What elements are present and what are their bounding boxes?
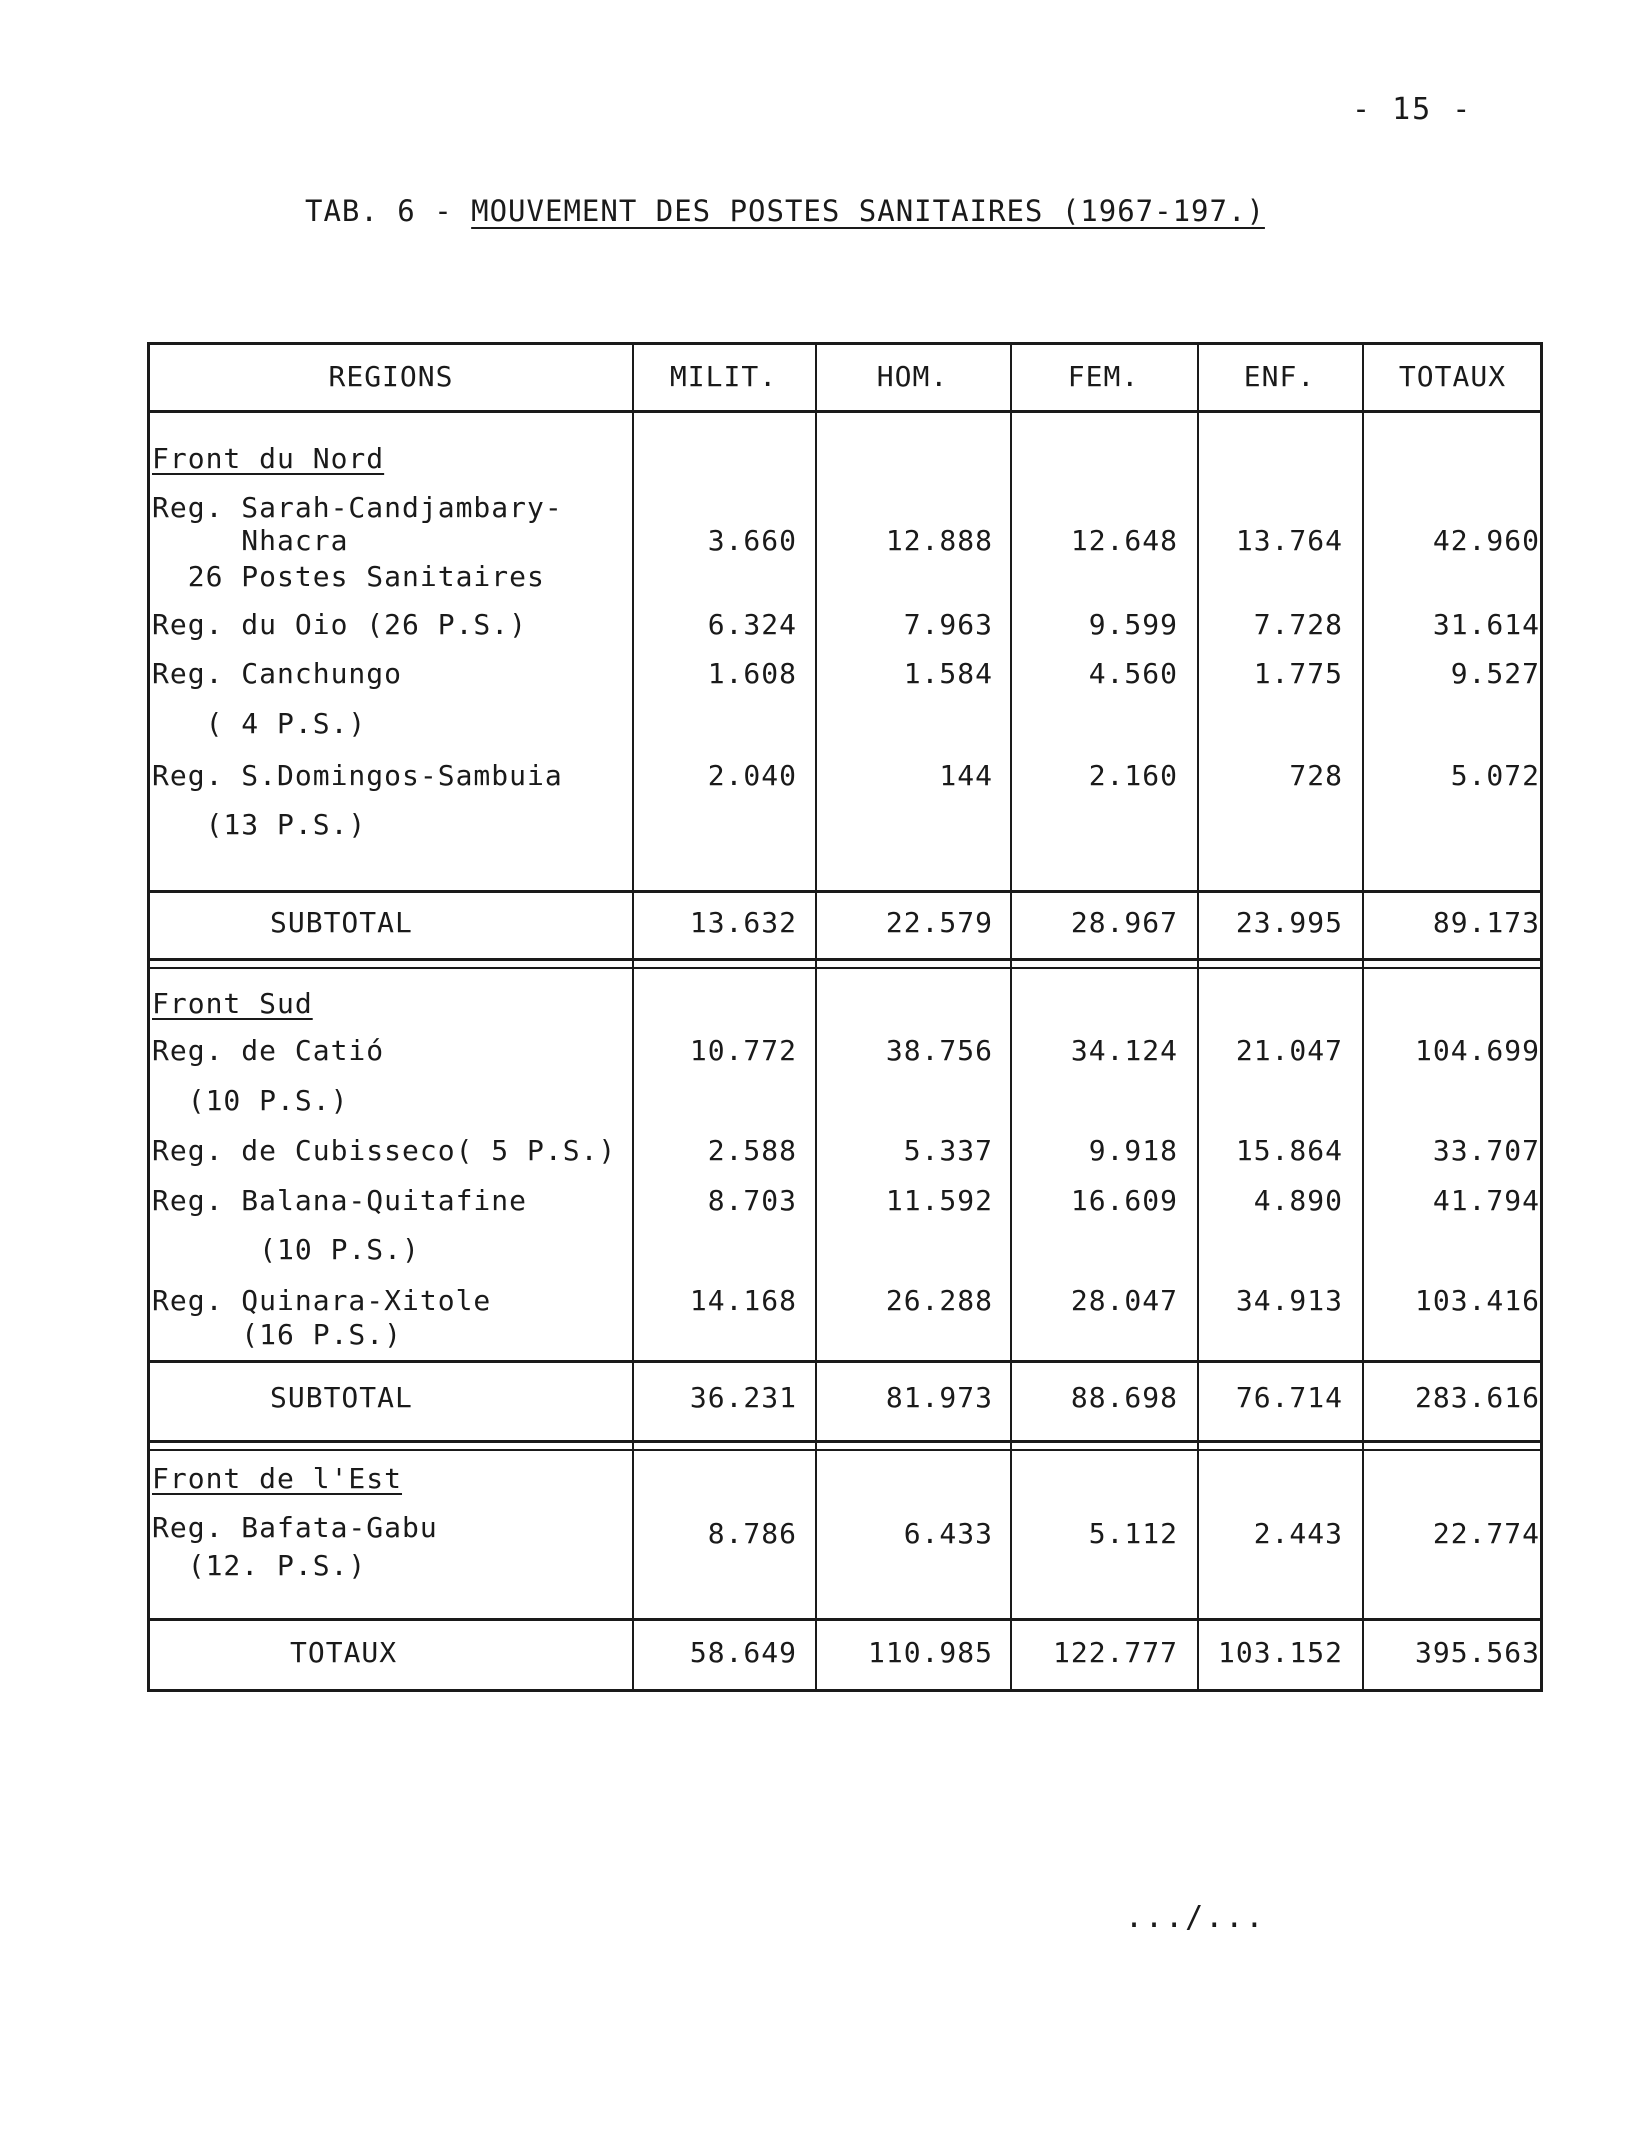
cell-fem: 9.918 (1088, 1134, 1178, 1167)
subtotal-milit: 36.231 (689, 1381, 797, 1414)
cell-totaux: 104.699 (1414, 1034, 1540, 1067)
cell-hom: 11.592 (885, 1184, 993, 1217)
cell-milit: 10.772 (689, 1034, 797, 1067)
cell-totaux: 31.614 (1432, 608, 1540, 641)
row-label: (10 P.S.) (152, 1084, 349, 1117)
cell-totaux: 22.774 (1432, 1517, 1540, 1550)
row-label: 26 Postes Sanitaires (152, 560, 545, 593)
section-divider (150, 890, 1540, 893)
row-label: Reg. Balana-Quitafine (152, 1184, 528, 1217)
subtotal-enf: 76.714 (1235, 1381, 1343, 1414)
cell-milit: 6.324 (707, 608, 797, 641)
column-header-milit: MILIT. (669, 360, 778, 393)
cell-hom: 26.288 (885, 1284, 993, 1317)
section-title-sud: Front Sud (152, 987, 313, 1020)
page-number: - 15 - (1352, 92, 1473, 127)
cell-milit: 14.168 (689, 1284, 797, 1317)
cell-milit: 1.608 (707, 657, 797, 690)
cell-fem: 5.112 (1088, 1517, 1178, 1550)
cell-totaux: 33.707 (1432, 1134, 1540, 1167)
subtotal-totaux: 283.616 (1414, 1381, 1540, 1414)
cell-milit: 3.660 (707, 524, 797, 557)
cell-totaux: 103.416 (1414, 1284, 1540, 1317)
cell-milit: 2.040 (707, 759, 797, 792)
subtotal-fem: 28.967 (1070, 906, 1178, 939)
cell-hom: 12.888 (885, 524, 993, 557)
cell-fem: 16.609 (1070, 1184, 1178, 1217)
cell-enf: 728 (1289, 759, 1343, 792)
cell-enf: 2.443 (1253, 1517, 1343, 1550)
header-divider (150, 410, 1540, 413)
row-label: Reg. Canchungo (152, 657, 403, 690)
subtotal-label: SUBTOTAL (270, 906, 413, 939)
table-title (305, 194, 1265, 228)
cell-hom: 38.756 (885, 1034, 993, 1067)
total-enf: 103.152 (1217, 1636, 1343, 1669)
cell-enf: 21.047 (1235, 1034, 1343, 1067)
row-label: Reg. de Catió (152, 1034, 385, 1067)
total-hom: 110.985 (867, 1636, 993, 1669)
subtotal-totaux: 89.173 (1432, 906, 1540, 939)
column-header-hom: HOM. (876, 360, 949, 393)
cell-enf: 15.864 (1235, 1134, 1343, 1167)
row-label: Reg. du Oio (26 P.S.) (152, 608, 528, 641)
cell-enf: 7.728 (1253, 608, 1343, 641)
table-title-prefix: TAB. 6 - (305, 194, 472, 228)
column-header-totaux: TOTAUX (1398, 360, 1507, 393)
subtotal-milit: 13.632 (689, 906, 797, 939)
row-label: Reg. de Cubisseco( 5 P.S.) (152, 1134, 617, 1167)
row-label: Nhacra (152, 524, 349, 557)
cell-hom: 5.337 (903, 1134, 993, 1167)
column-header-fem: FEM. (1067, 360, 1140, 393)
total-fem: 122.777 (1052, 1636, 1178, 1669)
cell-hom: 144 (939, 759, 993, 792)
cell-enf: 34.913 (1235, 1284, 1343, 1317)
row-label: Reg. Bafata-Gabu (152, 1511, 438, 1544)
cell-fem: 4.560 (1088, 657, 1178, 690)
cell-fem: 34.124 (1070, 1034, 1178, 1067)
table-title-main: MOUVEMENT DES POSTES SANITAIRES (1967-197.) (471, 194, 1265, 228)
row-label: (12. P.S.) (152, 1549, 367, 1582)
cell-totaux: 42.960 (1432, 524, 1540, 557)
cell-hom: 7.963 (903, 608, 993, 641)
row-label: (16 P.S.) (152, 1318, 403, 1351)
section-divider (150, 1440, 1540, 1451)
cell-fem: 12.648 (1070, 524, 1178, 557)
total-milit: 58.649 (689, 1636, 797, 1669)
health-posts-table (147, 342, 1543, 1692)
cell-milit: 2.588 (707, 1134, 797, 1167)
subtotal-label: SUBTOTAL (270, 1381, 413, 1414)
total-totaux: 395.563 (1414, 1636, 1540, 1669)
cell-totaux: 5.072 (1450, 759, 1540, 792)
column-header-regions: REGIONS (328, 360, 454, 393)
totals-label: TOTAUX (290, 1636, 398, 1669)
subtotal-enf: 23.995 (1235, 906, 1343, 939)
subtotal-fem: 88.698 (1070, 1381, 1178, 1414)
section-title-nord: Front du Nord (152, 442, 385, 475)
row-label: ( 4 P.S.) (152, 707, 367, 740)
cell-hom: 1.584 (903, 657, 993, 690)
totals-divider (150, 1618, 1540, 1621)
cell-fem: 28.047 (1070, 1284, 1178, 1317)
cell-fem: 2.160 (1088, 759, 1178, 792)
row-label: Reg. Quinara-Xitole (152, 1284, 492, 1317)
row-label: Reg. Sarah-Candjambary- (152, 491, 563, 524)
cell-milit: 8.703 (707, 1184, 797, 1217)
cell-totaux: 9.527 (1450, 657, 1540, 690)
subtotal-hom: 81.973 (885, 1381, 993, 1414)
row-label: (10 P.S.) (152, 1233, 420, 1266)
section-title-est: Front de l'Est (152, 1462, 403, 1495)
cell-milit: 8.786 (707, 1517, 797, 1550)
cell-hom: 6.433 (903, 1517, 993, 1550)
cell-totaux: 41.794 (1432, 1184, 1540, 1217)
cell-enf: 13.764 (1235, 524, 1343, 557)
cell-enf: 1.775 (1253, 657, 1343, 690)
column-header-enf: ENF. (1243, 360, 1316, 393)
section-divider (150, 958, 1540, 969)
row-label: Reg. S.Domingos-Sambuia (152, 759, 563, 792)
subtotal-hom: 22.579 (885, 906, 993, 939)
row-label: (13 P.S.) (152, 808, 367, 841)
cell-enf: 4.890 (1253, 1184, 1343, 1217)
section-divider (150, 1360, 1540, 1363)
cell-fem: 9.599 (1088, 608, 1178, 641)
continuation-mark: .../... (1125, 1900, 1266, 1935)
